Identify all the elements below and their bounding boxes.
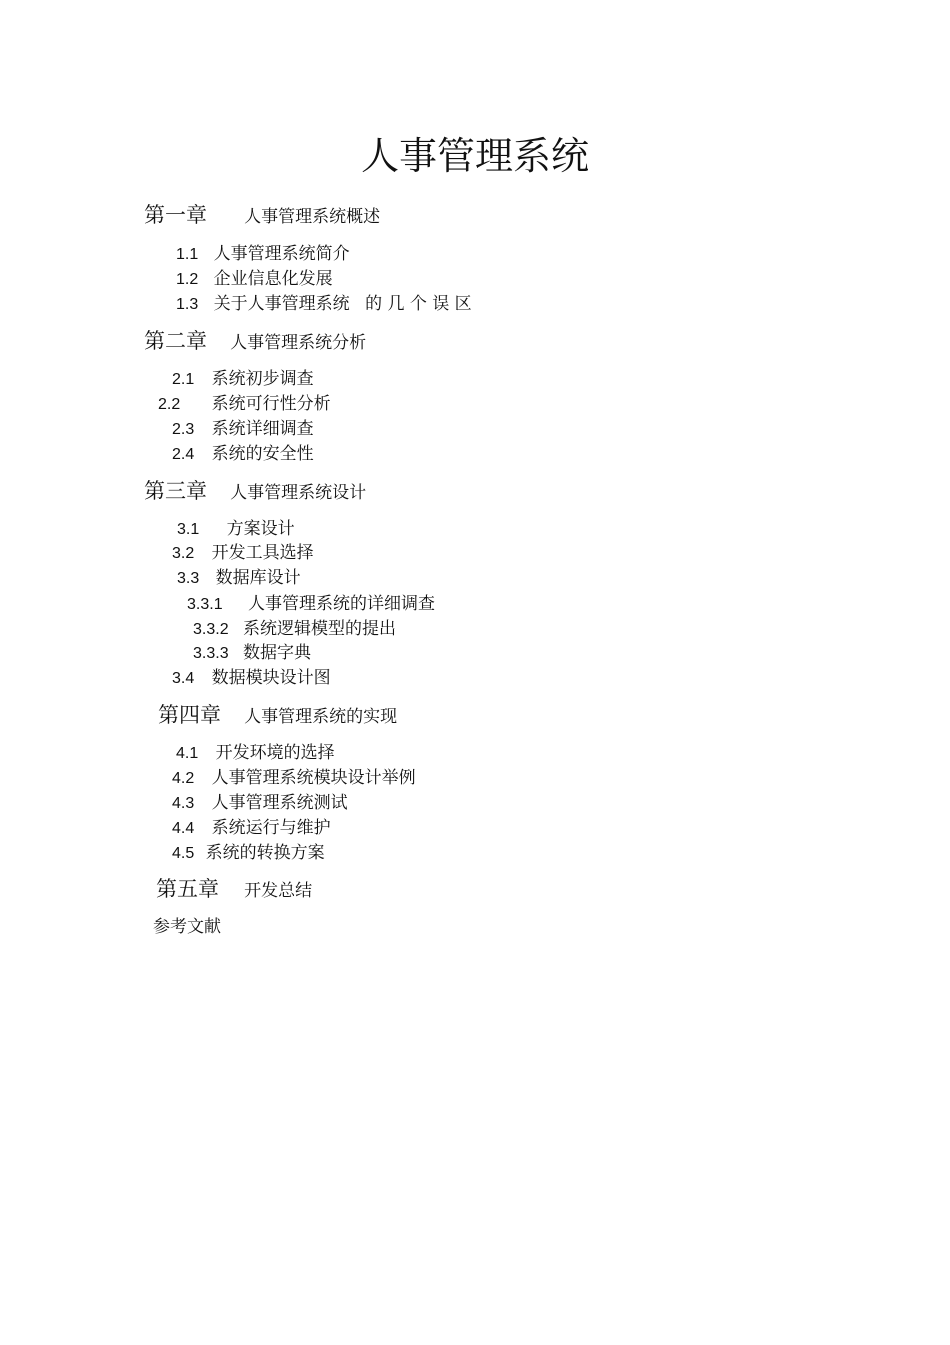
toc-section-3-1 <box>177 517 295 542</box>
toc-section-4-2 <box>172 766 416 791</box>
section-number: 2.4 <box>172 446 195 463</box>
toc-section-3-4 <box>172 666 331 691</box>
section-number: 2.1 <box>172 371 195 388</box>
toc-chapter-4 <box>158 703 397 729</box>
toc-section-2-4 <box>172 442 314 467</box>
toc-section-3-3-2 <box>193 617 396 642</box>
section-number: 4.1 <box>176 745 199 762</box>
toc-section-1-1 <box>176 242 350 267</box>
section-number: 4.4 <box>172 820 195 837</box>
section-title: 数据库设计 <box>215 568 301 588</box>
section-title: 系统详细调查 <box>211 419 314 439</box>
section-title: 方案设计 <box>226 519 295 539</box>
chapter-number: 第五章 <box>156 877 219 901</box>
section-title: 数据字典 <box>243 643 311 663</box>
section-title: 系统可行性分析 <box>211 394 331 414</box>
section-title: 企业信息化发展 <box>213 269 333 289</box>
section-title: 人事管理系统模块设计举例 <box>211 768 416 788</box>
chapter-number: 第二章 <box>144 329 207 353</box>
section-number: 4.2 <box>172 770 195 787</box>
section-number: 3.3.1 <box>187 596 223 613</box>
toc-chapter-1 <box>144 203 380 229</box>
section-title: 人事管理系统简介 <box>213 244 350 264</box>
toc-section-1-2 <box>176 267 333 292</box>
section-number: 4.3 <box>172 795 195 812</box>
section-title: 人事管理系统测试 <box>211 793 348 813</box>
section-number: 3.3.3 <box>193 645 229 662</box>
chapter-number: 第四章 <box>158 703 221 727</box>
toc-section-3-3 <box>177 566 301 591</box>
toc-references: 参考文献 <box>153 917 221 937</box>
section-title: 开发环境的选择 <box>215 743 335 763</box>
toc-chapter-2 <box>144 329 366 355</box>
toc-section-2-1 <box>172 367 314 392</box>
toc-section-4-3 <box>172 791 348 816</box>
section-number: 3.1 <box>177 521 200 538</box>
toc-section-4-1 <box>176 741 335 766</box>
section-number: 4.5 <box>172 845 195 862</box>
chapter-title: 人事管理系统的实现 <box>244 707 398 727</box>
section-number: 3.2 <box>172 545 195 562</box>
section-title: 系统运行与维护 <box>211 818 331 838</box>
section-title: 数据模块设计图 <box>211 668 331 688</box>
chapter-title: 开发总结 <box>244 881 313 901</box>
toc-section-1-3 <box>176 292 472 317</box>
chapter-title: 人事管理系统设计 <box>230 483 367 503</box>
chapter-title: 人事管理系统概述 <box>244 207 381 227</box>
section-number: 3.4 <box>172 670 195 687</box>
section-number: 2.2 <box>158 396 181 413</box>
section-title: 关于人事管理系统 <box>213 294 350 314</box>
section-title-tail: 的 几 个 误 区 <box>365 294 472 314</box>
toc-section-4-4 <box>172 816 331 841</box>
chapter-title: 人事管理系统分析 <box>230 333 367 353</box>
section-number: 3.3 <box>177 570 200 587</box>
section-number: 1.3 <box>176 296 199 313</box>
toc-chapter-5 <box>156 877 312 903</box>
toc-section-2-2 <box>158 392 331 417</box>
section-number: 1.1 <box>176 246 199 263</box>
chapter-number: 第三章 <box>144 479 207 503</box>
section-title: 系统初步调查 <box>211 369 314 389</box>
toc-section-3-3-3 <box>193 641 311 666</box>
section-number: 1.2 <box>176 271 199 288</box>
toc-section-3-3-1 <box>187 592 435 617</box>
section-number: 2.3 <box>172 421 195 438</box>
toc-section-3-2 <box>172 541 314 566</box>
section-title: 系统逻辑模型的提出 <box>243 619 396 639</box>
toc-section-2-3 <box>172 417 314 442</box>
toc-chapter-3 <box>144 479 366 505</box>
section-title: 系统的转换方案 <box>205 843 325 863</box>
document-title: 人事管理系统 <box>360 134 589 178</box>
section-title: 人事管理系统的详细调查 <box>248 594 435 614</box>
section-number: 3.3.2 <box>193 621 229 638</box>
chapter-number: 第一章 <box>144 203 207 227</box>
section-title: 系统的安全性 <box>211 444 314 464</box>
section-title: 开发工具选择 <box>211 543 314 563</box>
toc-section-4-5 <box>172 841 325 866</box>
